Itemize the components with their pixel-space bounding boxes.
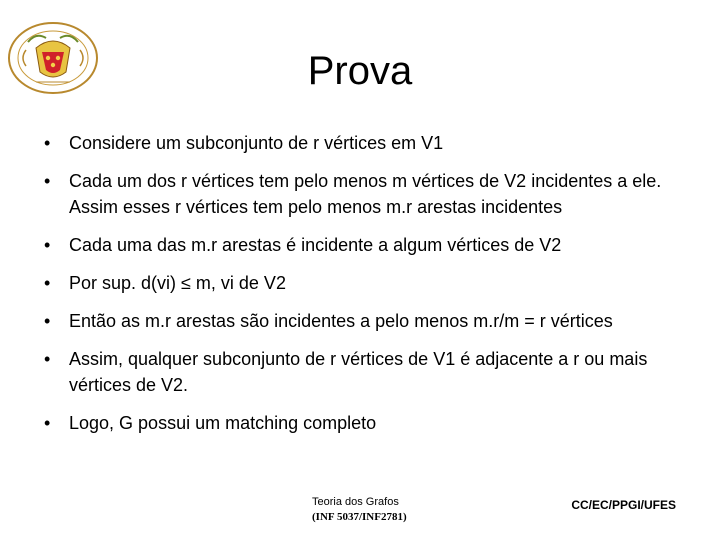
bullet-list xyxy=(44,130,704,436)
bullet-text: Por sup. d(vi) ≤ m, vi de V2 xyxy=(69,273,286,293)
bullet-item xyxy=(44,232,704,258)
bullet-symbol: • xyxy=(44,349,51,369)
footer-course-code: (INF 5037/INF2781) xyxy=(312,511,407,523)
footer-institution: CC/EC/PPGI/UFES xyxy=(571,498,676,512)
bullet-text: Cada uma das m.r arestas é incidente a algum vértices de V2 xyxy=(69,235,562,255)
slide-title xyxy=(0,44,720,98)
slide-title-text: Prova xyxy=(307,49,413,93)
bullet-item xyxy=(44,346,704,398)
bullet-symbol: • xyxy=(44,273,51,293)
bullet-item xyxy=(44,410,704,436)
bullet-text: Então as m.r arestas são incidentes a pelo menos m.r/m = r vértices xyxy=(69,311,613,331)
bullet-item xyxy=(44,130,704,156)
footer-course xyxy=(312,495,407,525)
bullet-text: Considere um subconjunto de r vértices em V1 xyxy=(69,133,444,153)
bullet-item xyxy=(44,308,704,334)
bullet-text: Logo, G possui um matching completo xyxy=(69,413,377,433)
bullet-symbol: • xyxy=(44,171,51,191)
bullet-symbol: • xyxy=(44,235,51,255)
bullet-symbol: • xyxy=(44,311,51,331)
bullet-symbol: • xyxy=(44,413,51,433)
bullet-text: Cada um dos r vértices tem pelo menos m vértices de V2 incidentes a ele. Assim esses r vértices tem pelo menos m.r arestas incidentes xyxy=(69,171,662,217)
bullet-item xyxy=(44,270,704,296)
footer-course-name: Teoria dos Grafos xyxy=(312,496,399,508)
bullet-text: Assim, qualquer subconjunto de r vértices de V1 é adjacente a r ou mais vértices de V2. xyxy=(69,349,648,395)
bullet-symbol: • xyxy=(44,133,51,153)
bullet-item xyxy=(44,168,704,220)
